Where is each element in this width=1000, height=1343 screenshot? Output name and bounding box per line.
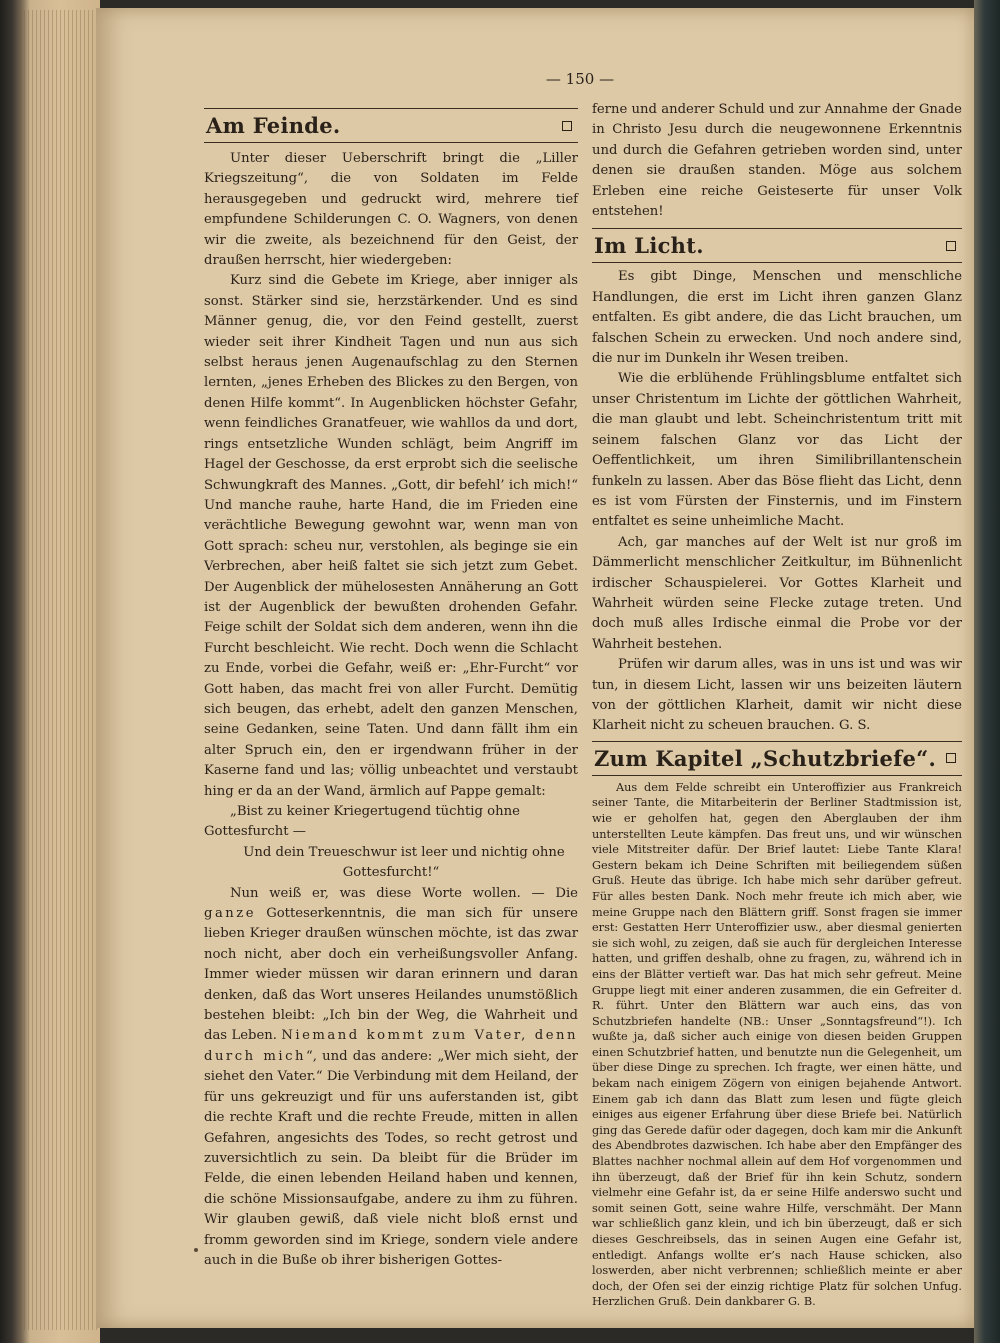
- paragraph: Unter dieser Ueberschrift bringt die „Liller Kriegszeitung“, die von Soldaten im Felde herausgegeben und gedruckt wird, mehrere tief empfundene Schilderungen C. O. Wagners, von denen wir die zweite, als bezeichnend für den Geist, der draußen herrscht, hier wiedergeben:: [204, 151, 578, 269]
- article-title: Im Licht.: [594, 233, 704, 259]
- article-heading-schutzbriefe: [592, 742, 962, 775]
- book-cover-edge: [974, 0, 1000, 1343]
- article-title: Am Feinde.: [206, 113, 341, 138]
- left-column: [204, 108, 578, 1271]
- article-body-schutzbriefe: [592, 780, 962, 1310]
- book-page-edges: [0, 0, 100, 1343]
- emphasis-text: ganze: [204, 906, 257, 922]
- paragraph: Prüfen wir darum alles, was in uns ist und was wir tun, in diesem Licht, lassen wir uns beizeiten läutern von der göttlichen Klarheit, damit wir nicht diese Klarheit nicht zu scheuen brauchen. G. S.: [592, 657, 962, 734]
- ink-speck: [194, 1248, 198, 1252]
- page-number: — 150 —: [545, 70, 615, 88]
- paragraph: Aus dem Felde schreibt ein Unteroffizier aus Frankreich seiner Tante, die Mitarbeiterin der Berliner Stadtmission ist, wie er geholfen hat, gegen den Aberglauben der ihm unterstellten Leute kämpfen. Das freut uns, und wir wünschen viele Mitstreiter dafür. Der Brief lautet: Liebe Tante Klara! Gestern bekam ich Deine Schriften mit beiliegendem süßen Gruß. Heute das übrige. Ich habe mich sehr darüber gefreut. Für alles besten Dank. Noch mehr freute ich mich aber, wie meine Gruppe nach den Blättern griff. Sonst fragen sie immer erst: Gestatten Herr Unteroffizier usw., aber diesmal genierten sie sich wohl, zu zeigen, daß sie auch für dergleichen Interesse hatten, und griffen deshalb, ohne zu fragen, zu, während ich in eins der Blätter vertieft war. Das hat mich sehr gefreut. Meine Gruppe liegt mit einer anderen zusammen, die ein Gefreiter d. R. führt. Unter den Blättern war auch eins, das von Schutzbriefen handelte (NB.: Unser „Sonntagsfreund“!). Ich wußte ja, daß sicher auch einige von diesen beiden Gruppen einen Schutzbrief hatten, und benutzte nun die Gelegenheit, um über diese Dinge zu sprechen. Ich fragte, wer einen hätte, und bekam nach einigem Zögern von einigen bejahende Antwort. Einem gab ich dann das Blatt zum lesen und fügte gleich einiges aus eigener Erfahrung über diese Briefe bei. Natürlich ging das Gerede dafür oder dagegen, doch kam mir die Ankunft des Abendbrotes dazwischen. Ich habe aber den Empfänger des Blattes nachher nochmal allein auf dem Hof vorgenommen und ihn überzeugt, daß der Brief für ihn kein Schutz, sondern vielmehr eine Gefahr ist, da er seine Hilfe anderswo sucht und somit seinen Gott, seine wahre Hilfe, verschmäht. Der Mann war schließlich ganz klein, und ich bin überzeugt, daß er sich dieses Geschreibsels, das in seinen Augen eine Gefahr ist, entledigt. Anfangs wollte er’s nach Hause schicken, also loswerden, aber nicht verbrennen; schließlich meinte er aber doch, der Ofen sei der einzig richtige Platz für solchen Unfug. Herzlichen Gruß. Dein dankbarer G. B.: [592, 780, 962, 1309]
- article-title: Zum Kapitel „Schutzbriefe“.: [594, 745, 937, 771]
- paragraph: Wie die erblühende Frühlingsblume entfaltet sich unser Christentum im Lichte der göttlichen Wahrheit, die man glaubt und lebt. Scheinchristentum tritt mit seinem falschen Glanz vor das Licht der Oeffentlichkeit, um ihren Similibrillantenschein funkeln zu lassen. Aber das Böse flieht das Licht, denn es ist vom Fürsten der Finsternis, und im Finstern entfaltet es seine unheimliche Macht.: [592, 371, 962, 530]
- square-ornament-icon: [946, 753, 956, 763]
- heading-rule: [592, 775, 962, 776]
- text-run: Gotteserkenntnis, die man sich für unsere lieben Krieger draußen wünschen möchte, ist das zwar noch nicht, aber doch ein verheißungsvoller Anfang. Immer wieder müssen wir daran erinnern und daran denken, daß das Wort unseres Heilandes unumstößlich bestehen bleibt: „Ich bin der Weg, die Wahrheit und das Leben.: [204, 906, 578, 1044]
- article-heading-licht: [592, 229, 962, 262]
- article-continuation: [592, 100, 962, 222]
- square-ornament-icon: [562, 121, 572, 131]
- square-ornament-icon: [946, 241, 956, 251]
- text-run: “, und das andere: „Wer mich sieht, der siehet den Vater.“ Die Verbindung mit dem Heiland, der für uns gekreuzigt und für uns auferstanden ist, gibt die rechte Kraft und die rechte Freude, mitten in allen Gefahren, angesichts des Todes, so recht getrost und zuversichtlich zu sein. Da bleibt für die Brüder im Felde, die einen lebenden Heiland haben und kennen, die schöne Missionsaufgabe, andere zu ihm zu führen. Wir glauben gewiß, daß viele nicht bloß ernst und fromm geworden sind im Kriege, sondern viele andere auch in die Buße ob ihrer bisherigen Gottes-: [204, 1048, 578, 1268]
- article-body-feinde: [204, 149, 578, 1271]
- paragraph: Es gibt Dinge, Menschen und menschliche Handlungen, die erst im Licht ihren ganzen Glanz entfalten. Es gibt andere, die das Licht brauchen, um falschen Schein zu erwecken. Und noch andere sind, die nur im Dunkeln ihr Wesen treiben.: [592, 269, 962, 367]
- article-heading-feinde: [204, 109, 578, 142]
- emphasis-text: Niemand kommt zum Vater, denn durch mich: [204, 1028, 578, 1064]
- paragraph: Kurz sind die Gebete im Kriege, aber inniger als sonst. Stärker sind sie, herzstärkender. Und es sind Männer genug, die, vor den Feind gestellt, zuerst wieder seit ihrer Kindheit Tagen und nun aus sich selbst heraus jenen Augenaufschlag zu den Sternen lernten, „jenes Erheben des Blickes zu den Bergen, von denen Hilfe kommt“. In Augenblicken höchster Gefahr, wenn feindliches Granatfeuer, wie wahllos da und dort, rings entsetzliche Wunden schlägt, beim Angriff im Hagel der Geschosse, da erst erprobt sich die seelische Schwungkraft des Mannes. „Gott, dir befehl’ ich mich!“ Und manche rauhe, harte Hand, die im Frieden eine verächtliche Bewegung gewohnt war, wenn man von Gott sprach: scheu nur, verstohlen, als beginge sie ein Verbrechen, aber heiß faltet sie sich jetzt zum Gebet. Der Augenblick der mühelosesten Annäherung an Gott ist der Augenblick der bewußten drohenden Gefahr. Feige schilt der Soldat sich dem anderen, wenn ihn die Furcht beschleicht. Wie recht. Doch wenn die Schlacht zu Ende, vorbei die Gefahr, weiß er: „Ehr-Furcht“ vor Gott haben, das macht frei von aller Furcht. Demütig sich beugen, das erhebt, adelt den ganzen Menschen, seine Gedanken, seine Taten. Und dann fällt ihm ein alter Spruch ein, den er irgendwann früher in der Kaserne fand und las; völlig unbeachtet und verstaubt hing er da an der Wand, ärmlich auf Pappe gemalt:: [204, 273, 578, 799]
- article-body-licht: [592, 267, 962, 736]
- paragraph: ferne und anderer Schuld und zur Annahme der Gnade in Christo Jesu durch die neugewonnene Erkenntnis und durch die Gefahren getrieben worden sind, unter denen sie draußen standen. Möge aus solchem Erleben eine reiche Geisteserte für unser Volk entstehen!: [592, 102, 962, 220]
- right-column: [592, 100, 962, 1310]
- verse-line: „Bist zu keiner Kriegertugend tüchtig ohne Gottesfurcht —: [204, 804, 520, 840]
- text-run: Nun weiß er, was diese Worte wollen. — Die: [230, 885, 578, 901]
- paragraph: Ach, gar manches auf der Welt ist nur groß im Dämmerlicht menschlicher Zeitkultur, im Bühnenlicht irdischer Schauspielerei. Vor Gottes Klarheit und Wahrheit würden seine Flecke zutage treten. Und doch muß alles Irdische einmal die Probe vor der Wahrheit bestehen.: [592, 534, 962, 652]
- page-edge-lines: [20, 10, 98, 1330]
- heading-rule: [204, 142, 578, 143]
- paragraph: [204, 884, 578, 1272]
- heading-rule: [592, 262, 962, 263]
- verse-line: Und dein Treueschwur ist leer und nichtig ohne Gottesfurcht!“: [243, 844, 565, 881]
